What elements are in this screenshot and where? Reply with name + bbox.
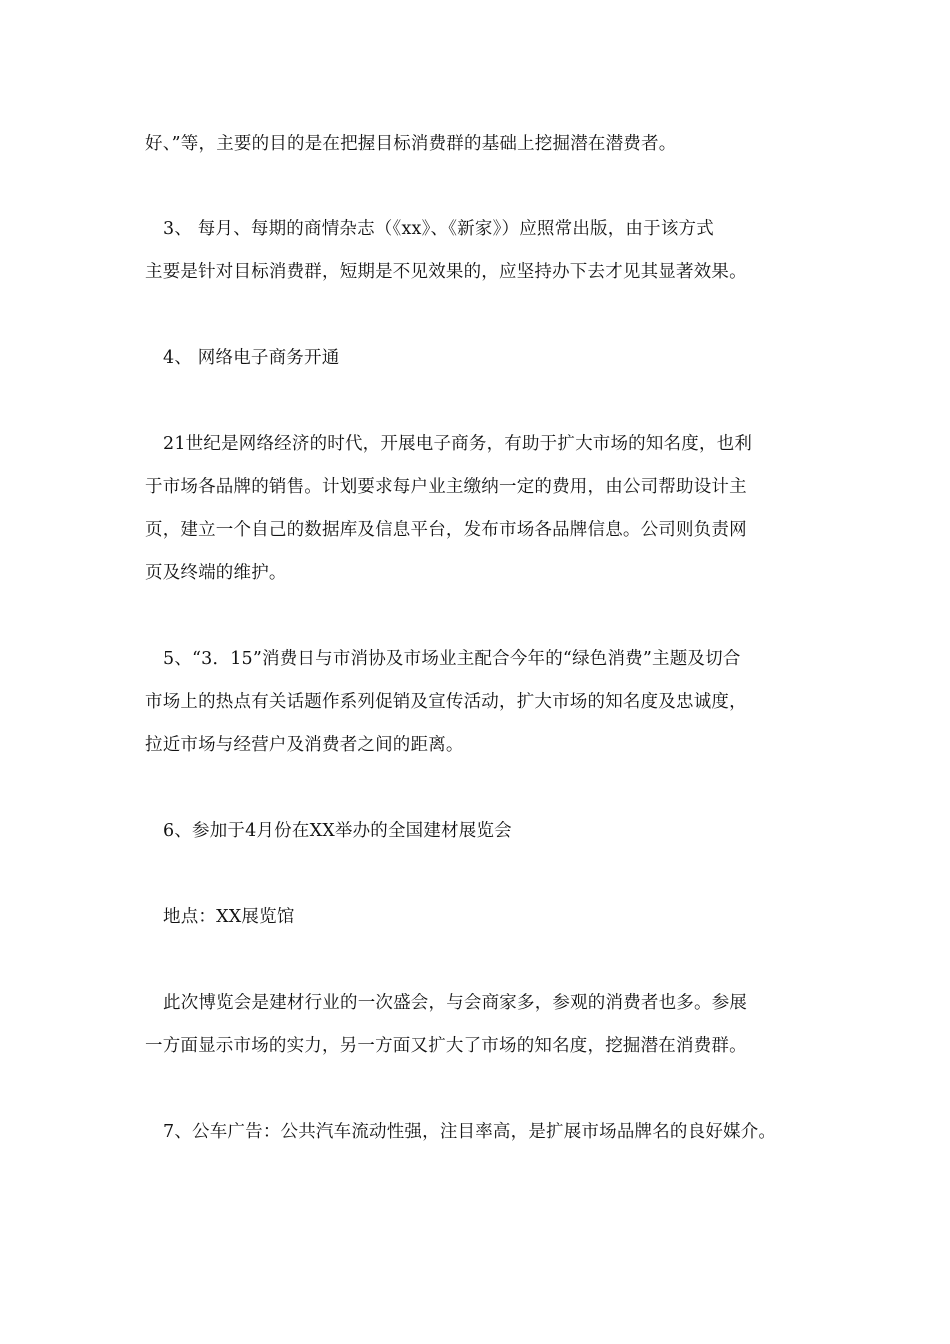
section-heading: 4、 网络电子商务开通 (163, 348, 340, 368)
paragraph-line: 好、”等，主要的目的是在把握目标消费群的基础上挖掘潜在潜费者。 (145, 134, 677, 154)
paragraph-line: 页，建立一个自己的数据库及信息平台，发布市场各品牌信息。公司则负责网 (145, 520, 747, 540)
paragraph-line: 拉近市场与经营户及消费者之间的距离。 (145, 735, 464, 755)
paragraph-line: 于市场各品牌的销售。计划要求每户业主缴纳一定的费用，由公司帮助设计主 (145, 477, 747, 497)
paragraph-line: 地点：XX展览馆 (163, 907, 295, 927)
paragraph-line: 页及终端的维护。 (145, 563, 287, 583)
paragraph-line: 5、“3．15”消费日与市消协及市场业主配合今年的“绿色消费”主题及切合 (163, 649, 741, 669)
paragraph-line: 21世纪是网络经济的时代，开展电子商务，有助于扩大市场的知名度，也利 (163, 434, 753, 454)
paragraph-line: 3、 每月、每期的商情杂志（《xx》、《新家》）应照常出版，由于该方式 (163, 219, 714, 239)
paragraph-line: 7、公车广告：公共汽车流动性强，注目率高，是扩展市场品牌名的良好媒介。 (163, 1122, 777, 1142)
paragraph-line: 主要是针对目标消费群，短期是不见效果的，应坚持办下去才见其显著效果。 (145, 262, 747, 282)
section-heading: 6、参加于4月份在XX举办的全国建材展览会 (163, 821, 512, 841)
paragraph-line: 此次博览会是建材行业的一次盛会，与会商家多，参观的消费者也多。参展 (163, 993, 748, 1013)
paragraph-line: 市场上的热点有关话题作系列促销及宣传活动，扩大市场的知名度及忠诚度， (145, 692, 747, 712)
paragraph-line: 一方面显示市场的实力，另一方面又扩大了市场的知名度，挖掘潜在消费群。 (145, 1036, 747, 1056)
